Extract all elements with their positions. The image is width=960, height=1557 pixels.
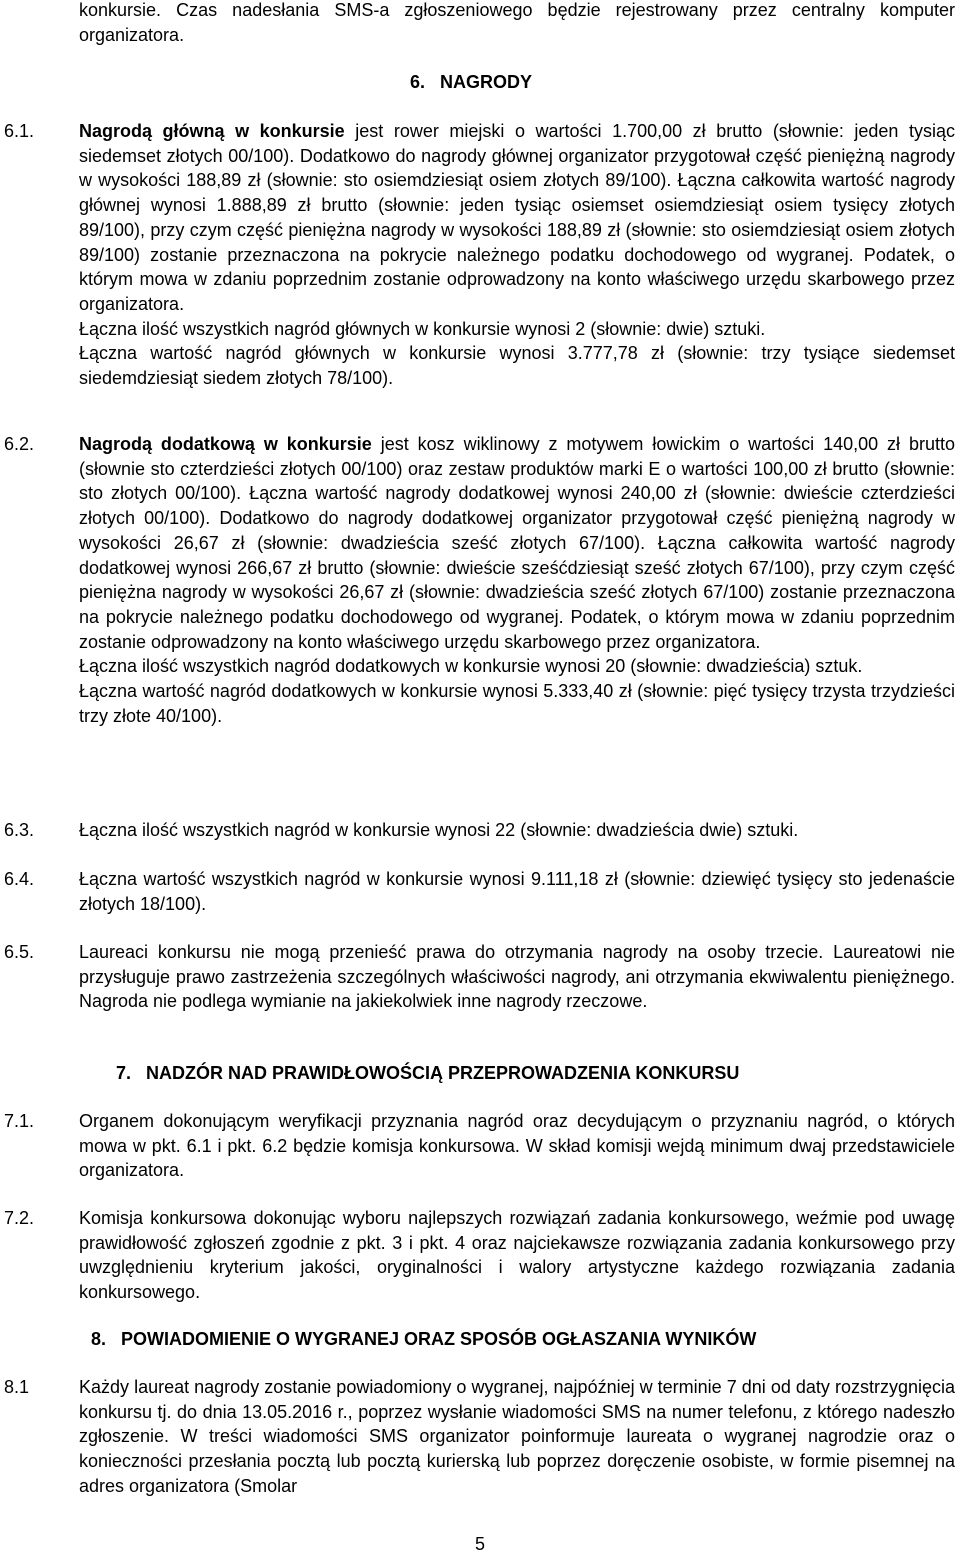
item-6-2 — [79, 432, 955, 728]
item-6-2-text: jest kosz wiklinowy z motywem łowickim o wartości 140,00 zł brutto (słownie sto czterdzieści złotych 00/100) oraz zestaw produktów marki E o wartości 100,00 zł brutto (słownie: sto złotych 00/100). Łączna wartość nagrody dodatkowej wynosi 240,00 zł (słownie: dwieście czterdzieści złotych 00/100). Dodatkowo do nagrody dodatkowej organizator przygotował część pieniężną nagrody w wysokości 26,67 zł (słownie: dwadzieścia sześć złotych 67/100). Łączna całkowita wartość nagrody dodatkowej wynosi 266,67 zł brutto (słownie: dwieście sześćdziesiąt sześć złotych 67/100), przy czym część pieniężna nagrody w wysokości 26,67 zł (słownie: dwadzieścia sześć złotych 67/100) zostanie przeznaczona na pokrycie należnego podatku dochodowego od wygranej. Podatek, o którym mowa w zdaniu poprzednim zostanie odprowadzony na konto właściwego urzędu skarbowego przez organizatora. — [79, 434, 955, 652]
item-6-1-lead: Nagrodą główną w konkursie — [79, 121, 345, 141]
item-7-2 — [79, 1206, 955, 1305]
section-7-title: NADZÓR NAD PRAWIDŁOWOŚCIĄ PRZEPROWADZENIA KONKURSU — [146, 1063, 740, 1083]
item-6-3-text: Łączna ilość wszystkich nagród w konkursie wynosi 22 (słownie: dwadzieścia dwie) sztuki. — [79, 820, 799, 840]
item-number: 8.1 — [4, 1377, 30, 1397]
section-8-title: POWIADOMIENIE O WYGRANEJ ORAZ SPOSÓB OGŁASZANIA WYNIKÓW — [121, 1329, 757, 1349]
item-6-2-paragraph — [79, 432, 955, 654]
item-8-1-text: Każdy laureat nagrody zostanie powiadomiony o wygranej, najpóźniej w terminie 7 dni od daty rozstrzygnięcia konkursu tj. do dnia 13.05.2016 r., poprzez wysłanie wiadomości SMS na numer telefonu, z którego nadeszło zgłoszenie. W treści wiadomości SMS organizator poinformuje laureata o wygranej nagrodzie oraz o konieczności przesłania pocztą lub pocztą kurierską lub poprzez doręczenie osobiste, w formie pisemnej na adres organizatora (Smolar — [79, 1377, 955, 1496]
section-8-heading — [91, 1327, 756, 1352]
item-8-1 — [79, 1375, 955, 1499]
section-7-number: 7. — [116, 1063, 132, 1083]
item-6-1-total: Łączna wartość nagród głównych w konkursie wynosi 3.777,78 zł (słownie: trzy tysiące siedemset siedemdziesiąt siedem złotych 78/100). — [79, 343, 955, 389]
section-6-heading — [410, 70, 532, 95]
item-number: 6.2. — [4, 434, 35, 454]
item-6-1 — [79, 119, 955, 391]
section-8-number: 8. — [91, 1329, 107, 1349]
item-number: 6.5. — [4, 942, 35, 962]
item-number: 6.3. — [4, 820, 35, 840]
item-6-1-paragraph — [79, 119, 955, 317]
item-7-1-text: Organem dokonującym weryfikacji przyznania nagród oraz decydującym o przyznaniu nagród, o których mowa w pkt. 6.1 i pkt. 6.2 będzie komisja konkursowa. W skład komisji wejdą minimum dwaj przedstawiciele organizatora. — [79, 1111, 955, 1181]
item-7-1 — [79, 1109, 955, 1183]
item-6-1-text: jest rower miejski o wartości 1.700,00 zł brutto (słownie: jeden tysiąc siedemset złotych 00/100). Dodatkowo do nagrody głównej organizator przygotował część pieniężną nagrody w wysokości 188,89 zł (słownie: sto osiemdziesiąt osiem złotych 89/100). Łączna całkowita wartość nagrody głównej wynosi 1.888,89 zł brutto (słownie: jeden tysiąc osiemset osiemdziesiąt osiem tysięcy złotych 89/100), przy czym część pieniężna nagrody w wysokości 188,89 zł (słownie: sto osiemdziesiąt osiem złotych 89/100) zostanie przeznaczona na pokrycie należnego podatku dochodowego od wygranej. Podatek, o którym mowa w zdaniu poprzednim zostanie odprowadzony na konto właściwego urzędu skarbowego przez organizatora. — [79, 121, 955, 314]
item-6-5 — [79, 940, 955, 1014]
item-7-2-text: Komisja konkursowa dokonując wyboru najlepszych rozwiązań zadania konkursowego, weźmie pod uwagę prawidłowość zgłoszeń zgodnie z pkt. 3 i pkt. 4 oraz najciekawsze rozwiązania zadania konkursowego przy uwzględnieniu kryterium jakości, oryginalności i walory artystyczne każdego rozwiązania zadania konkursowego. — [79, 1208, 955, 1303]
item-6-3 — [79, 818, 955, 843]
item-6-1-count: Łączna ilość wszystkich nagród głównych w konkursie wynosi 2 (słownie: dwie) sztuki. — [79, 318, 766, 339]
item-number: 6.4. — [4, 869, 35, 889]
item-6-2-total: Łączna wartość nagród dodatkowych w konkursie wynosi 5.333,40 zł (słownie: pięć tysięcy trzysta trzydzieści trzy złote 40/100). — [79, 681, 955, 726]
section-6-number: 6. — [410, 72, 426, 92]
item-number: 6.1. — [4, 121, 35, 141]
item-number: 7.2. — [4, 1208, 35, 1228]
section-6-title: NAGRODY — [440, 72, 533, 92]
item-6-4 — [79, 867, 955, 916]
item-6-4-text: Łączna wartość wszystkich nagród w konkursie wynosi 9.111,18 zł (słownie: dziewięć tysięcy sto jedenaście złotych 18/100). — [79, 869, 955, 914]
intro-paragraph — [79, 0, 955, 47]
section-7-heading — [116, 1061, 739, 1086]
item-6-2-lead: Nagrodą dodatkową w konkursie — [79, 434, 372, 454]
item-6-5-text: Laureaci konkursu nie mogą przenieść prawa do otrzymania nagrody na osoby trzecie. Laureatowi nie przysługuje prawo zastrzeżenia szczególnych właściwości nagrody, ani otrzymania ekwiwalentu pieniężnego. Nagroda nie podlega wymianie na jakiekolwiek inne nagrody rzeczowe. — [79, 942, 955, 1012]
intro-text: konkursie. Czas nadesłania SMS-a zgłoszeniowego będzie rejestrowany przez centralny komputer organizatora. — [79, 0, 955, 45]
page-number: 5 — [474, 1534, 485, 1554]
item-number: 7.1. — [4, 1111, 35, 1131]
item-6-2-count: Łączna ilość wszystkich nagród dodatkowych w konkursie wynosi 20 (słownie: dwadzieścia) sztuk. — [79, 656, 863, 677]
